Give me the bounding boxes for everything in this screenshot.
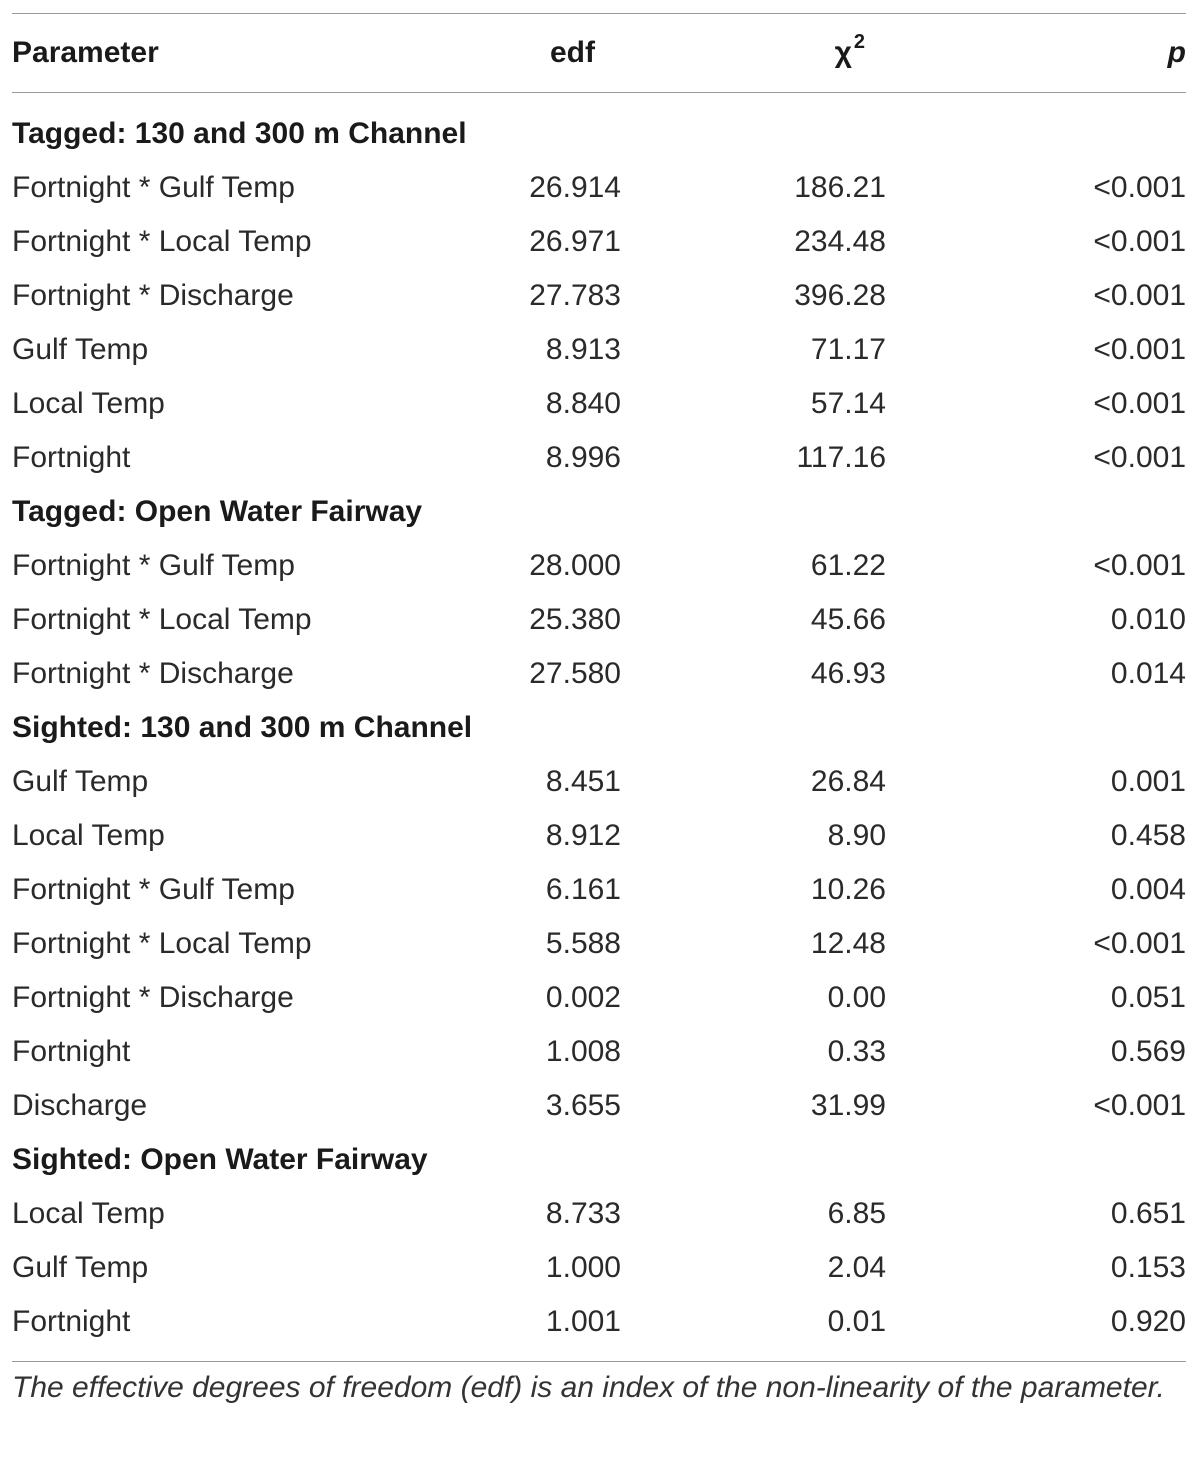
cell-chi-square: 10.26 xyxy=(810,873,886,906)
cell-chi-square: 0.33 xyxy=(827,1035,886,1068)
cell-chi-square: 6.85 xyxy=(827,1197,886,1230)
header-chi-symbol: χ xyxy=(834,36,852,69)
table-row xyxy=(12,1025,1186,1079)
cell-parameter: Fortnight xyxy=(12,1305,131,1338)
header-p-value: p xyxy=(1167,36,1186,69)
cell-chi-square: 8.90 xyxy=(827,819,886,852)
cell-p-value: <0.001 xyxy=(1093,279,1186,312)
cell-chi-square: 57.14 xyxy=(810,387,886,420)
cell-chi-square: 46.93 xyxy=(810,657,886,690)
cell-edf: 8.912 xyxy=(545,819,621,852)
cell-chi-square: 26.84 xyxy=(810,765,886,798)
section-title: Tagged: Open Water Fairway xyxy=(12,495,423,528)
table-row xyxy=(12,269,1186,323)
table-row xyxy=(12,161,1186,215)
cell-chi-square: 31.99 xyxy=(810,1089,886,1122)
cell-edf: 5.588 xyxy=(545,927,621,960)
cell-parameter: Local Temp xyxy=(12,387,165,420)
table-header-row xyxy=(12,14,1186,92)
cell-edf: 27.783 xyxy=(529,279,621,312)
cell-parameter: Fortnight * Discharge xyxy=(12,279,294,312)
table-row xyxy=(12,215,1186,269)
cell-edf: 27.580 xyxy=(529,657,621,690)
table-row xyxy=(12,323,1186,377)
cell-edf: 8.913 xyxy=(545,333,621,366)
cell-chi-square: 186.21 xyxy=(794,171,886,204)
cell-p-value: 0.014 xyxy=(1110,657,1186,690)
table-row xyxy=(12,1295,1186,1349)
cell-edf: 28.000 xyxy=(529,549,621,582)
cell-parameter: Fortnight * Local Temp xyxy=(12,927,312,960)
cell-parameter: Fortnight * Local Temp xyxy=(12,603,312,636)
cell-parameter: Fortnight * Discharge xyxy=(12,981,294,1014)
cell-p-value: <0.001 xyxy=(1093,927,1186,960)
table-row xyxy=(12,1187,1186,1241)
table-row xyxy=(12,377,1186,431)
cell-edf: 3.655 xyxy=(545,1089,621,1122)
cell-parameter: Gulf Temp xyxy=(12,333,149,366)
header-rule xyxy=(12,92,1186,93)
cell-p-value: <0.001 xyxy=(1093,549,1186,582)
cell-p-value: <0.001 xyxy=(1093,441,1186,474)
cell-p-value: 0.001 xyxy=(1110,765,1186,798)
section-title: Tagged: 130 and 300 m Channel xyxy=(12,117,467,150)
cell-parameter: Fortnight * Gulf Temp xyxy=(12,549,295,582)
cell-chi-square: 234.48 xyxy=(794,225,886,258)
cell-parameter: Local Temp xyxy=(12,1197,165,1230)
cell-parameter: Gulf Temp xyxy=(12,1251,149,1284)
cell-chi-square: 61.22 xyxy=(810,549,886,582)
table-row xyxy=(12,647,1186,701)
table-row xyxy=(12,1079,1186,1133)
cell-chi-square: 0.01 xyxy=(827,1305,886,1338)
cell-p-value: 0.569 xyxy=(1110,1035,1186,1068)
cell-edf: 25.380 xyxy=(529,603,621,636)
table-row xyxy=(12,971,1186,1025)
cell-edf: 8.840 xyxy=(545,387,621,420)
cell-p-value: <0.001 xyxy=(1093,225,1186,258)
cell-parameter: Fortnight * Gulf Temp xyxy=(12,171,295,204)
table-body xyxy=(12,107,1186,1349)
cell-edf: 8.996 xyxy=(545,441,621,474)
header-chi-square xyxy=(595,31,865,70)
table-row xyxy=(12,917,1186,971)
table-row xyxy=(12,809,1186,863)
table-row xyxy=(12,863,1186,917)
cell-p-value: 0.458 xyxy=(1110,819,1186,852)
cell-p-value: <0.001 xyxy=(1093,333,1186,366)
header-parameter: Parameter xyxy=(12,36,159,69)
cell-chi-square: 396.28 xyxy=(794,279,886,312)
cell-p-value: <0.001 xyxy=(1093,171,1186,204)
cell-parameter: Fortnight xyxy=(12,1035,131,1068)
cell-chi-square: 0.00 xyxy=(827,981,886,1014)
cell-chi-square: 2.04 xyxy=(827,1251,886,1284)
cell-parameter: Fortnight * Discharge xyxy=(12,657,294,690)
table-row xyxy=(12,755,1186,809)
table-footnote: The effective degrees of freedom (edf) is an index of the non-linearity of the parameter. xyxy=(12,1371,1165,1404)
header-chi-exponent: 2 xyxy=(853,31,865,53)
cell-edf: 26.971 xyxy=(529,225,621,258)
table-row xyxy=(12,431,1186,485)
cell-p-value: 0.153 xyxy=(1110,1251,1186,1284)
cell-edf: 6.161 xyxy=(545,873,621,906)
cell-parameter: Discharge xyxy=(12,1089,148,1122)
cell-edf: 8.733 xyxy=(545,1197,621,1230)
cell-chi-square: 12.48 xyxy=(810,927,886,960)
cell-chi-square: 117.16 xyxy=(796,441,886,474)
cell-p-value: 0.004 xyxy=(1110,873,1186,906)
cell-edf: 0.002 xyxy=(545,981,621,1014)
table-bottom-rule xyxy=(12,1361,1186,1362)
cell-parameter: Fortnight xyxy=(12,441,131,474)
table-row xyxy=(12,593,1186,647)
cell-parameter: Fortnight * Local Temp xyxy=(12,225,312,258)
cell-p-value: <0.001 xyxy=(1093,387,1186,420)
cell-parameter: Fortnight * Gulf Temp xyxy=(12,873,295,906)
section-title: Sighted: Open Water Fairway xyxy=(12,1143,428,1176)
cell-edf: 1.000 xyxy=(545,1251,621,1284)
cell-p-value: 0.010 xyxy=(1110,603,1186,636)
header-edf: edf xyxy=(550,36,595,69)
cell-edf: 1.008 xyxy=(545,1035,621,1068)
cell-chi-square: 45.66 xyxy=(810,603,886,636)
cell-parameter: Local Temp xyxy=(12,819,165,852)
cell-p-value: <0.001 xyxy=(1093,1089,1186,1122)
results-table xyxy=(12,0,1186,1408)
cell-edf: 1.001 xyxy=(545,1305,621,1338)
table-row xyxy=(12,1241,1186,1295)
cell-p-value: 0.051 xyxy=(1110,981,1186,1014)
cell-chi-square: 71.17 xyxy=(810,333,886,366)
section-title: Sighted: 130 and 300 m Channel xyxy=(12,711,473,744)
cell-edf: 8.451 xyxy=(545,765,621,798)
cell-p-value: 0.920 xyxy=(1110,1305,1186,1338)
cell-edf: 26.914 xyxy=(529,171,621,204)
table-row xyxy=(12,539,1186,593)
cell-parameter: Gulf Temp xyxy=(12,765,149,798)
cell-p-value: 0.651 xyxy=(1110,1197,1186,1230)
